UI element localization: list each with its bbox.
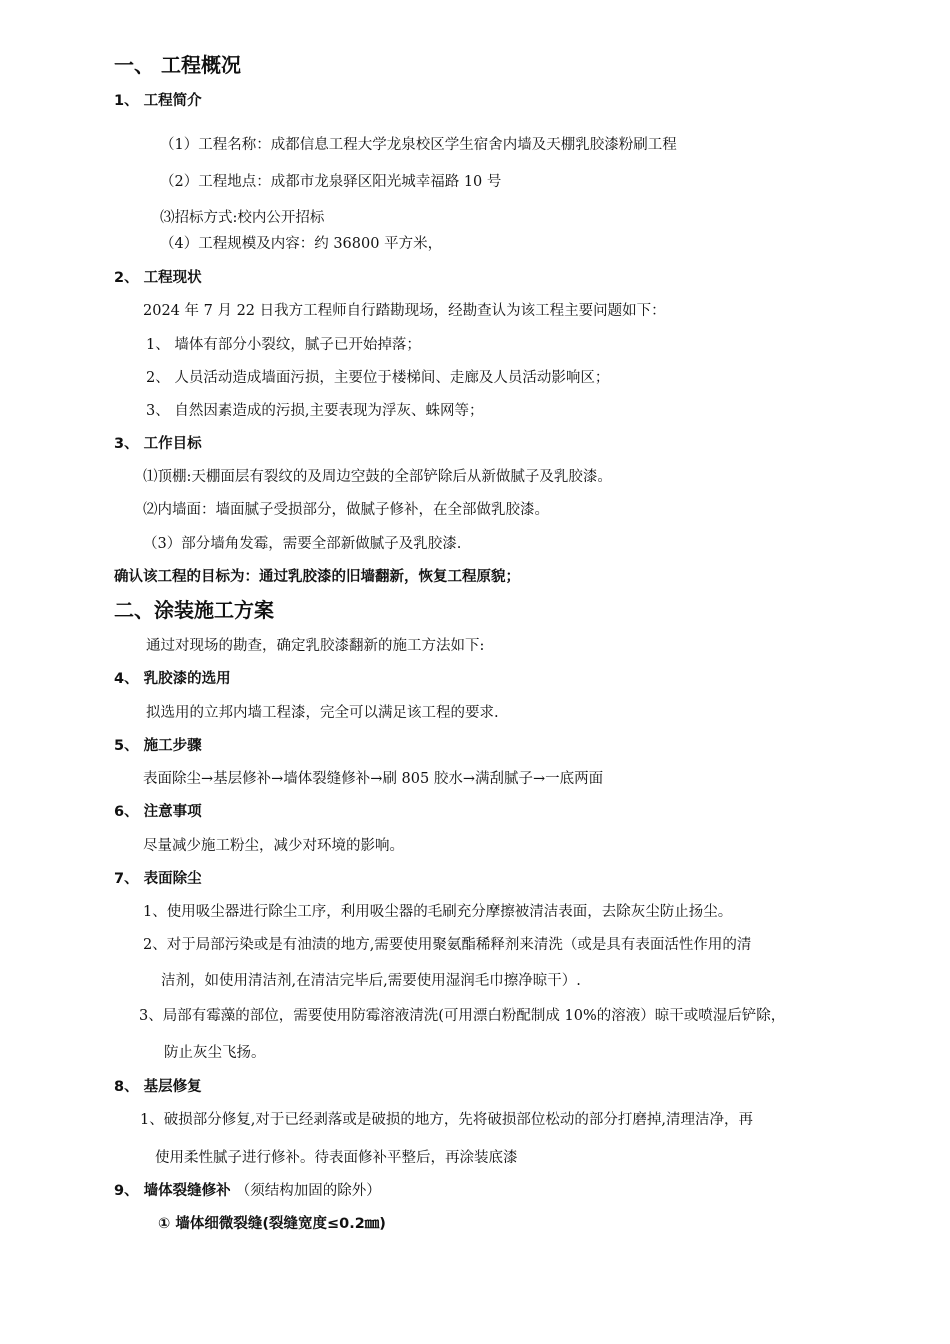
- project-location-item: （2）工程地点：成都市龙泉驿区阳光城幸福路 10 号: [160, 174, 502, 190]
- subsection-9-note: （须结构加固的除外）: [235, 1183, 381, 1199]
- paint-selection-text: 拟选用的立邦内墙工程漆，完全可以满足该工程的要求.: [146, 705, 499, 721]
- goal-item-1: ⑴顶棚:天棚面层有裂纹的及周边空鼓的全部铲除后从新做腻子及乳胶漆。: [143, 469, 612, 485]
- construction-intro: 通过对现场的勘查，确定乳胶漆翻新的施工方法如下:: [146, 638, 485, 654]
- section-2-heading: 二、涂装施工方案: [114, 598, 274, 622]
- base-repair-item-1-cont: 使用柔性腻子进行修补。待表面修补平整后，再涂装底漆: [155, 1150, 518, 1166]
- subsection-8-heading: 8、 基层修复: [114, 1079, 202, 1095]
- site-survey-intro: 2024 年 7 月 22 日我方工程师自行踏勘现场，经勘查认为该工程主要问题如下：: [143, 303, 666, 319]
- project-name-item: （1）工程名称：成都信息工程大学龙泉校区学生宿舍内墙及天棚乳胶漆粉刷工程: [160, 137, 677, 153]
- issue-item-2: 2、 人员活动造成墙面污损，主要位于楼梯间、走廊及人员活动影响区；: [146, 370, 610, 386]
- dust-removal-item-2-cont: 洁剂，如使用清洁剂,在清洁完毕后,需要使用湿润毛巾擦净晾干）.: [161, 973, 581, 989]
- issue-item-3: 3、 自然因素造成的污损,主要表现为浮灰、蛛网等；: [146, 403, 484, 419]
- base-repair-item-1: 1、破损部分修复,对于已经剥落或是破损的地方，先将破损部位松动的部分打磨掉,清理洁净，再: [140, 1112, 753, 1128]
- subsection-7-heading: 7、 表面除尘: [114, 871, 202, 887]
- issue-item-1: 1、 墙体有部分小裂纹，腻子已开始掉落；: [146, 337, 421, 353]
- subsection-1-heading: 1、 工程简介: [114, 93, 202, 109]
- dust-removal-item-2: 2、对于局部污染或是有油渍的地方,需要使用聚氨酯稀释剂来清洗（或是具有表面活性作用的清: [143, 937, 752, 953]
- goal-conclusion: 确认该工程的目标为：通过乳胶漆的旧墙翻新，恢复工程原貌；: [114, 569, 520, 585]
- subsection-3-heading: 3、 工作目标: [114, 436, 202, 452]
- dust-removal-item-3: 3、局部有霉藻的部位，需要使用防霉溶液清洗(可用漂白粉配制成 10%的溶液）晾干或喷湿后铲除，: [139, 1008, 786, 1024]
- precautions-text: 尽量减少施工粉尘，减少对环境的影响。: [143, 838, 404, 854]
- construction-steps-text: 表面除尘→基层修补→墙体裂缝修补→刷 805 胶水→满刮腻子→一底两面: [143, 771, 604, 787]
- subsection-9-heading: [114, 1181, 381, 1201]
- subsection-4-heading: 4、 乳胶漆的选用: [114, 671, 231, 687]
- goal-item-3: （3）部分墙角发霉，需要全部新做腻子及乳胶漆.: [143, 536, 462, 552]
- subsection-9-title: 9、 墙体裂缝修补: [114, 1183, 231, 1199]
- goal-item-2: ⑵内墙面：墙面腻子受损部分，做腻子修补，在全部做乳胶漆。: [143, 502, 549, 518]
- dust-removal-item-3-cont: 防止灰尘飞扬。: [164, 1045, 266, 1061]
- crack-repair-subitem-1: ① 墙体细微裂缝(裂缝宽度≤0.2㎜): [158, 1216, 386, 1232]
- subsection-2-heading: 2、 工程现状: [114, 270, 202, 286]
- dust-removal-item-1: 1、使用吸尘器进行除尘工序，利用吸尘器的毛刷充分摩擦被清洁表面，去除灰尘防止扬尘。: [143, 904, 733, 920]
- subsection-6-heading: 6、 注意事项: [114, 804, 202, 820]
- project-scale-item: （4）工程规模及内容：约 36800 平方米，: [160, 236, 443, 252]
- subsection-5-heading: 5、 施工步骤: [114, 738, 202, 754]
- bidding-method-item: ⑶招标方式:校内公开招标: [160, 210, 325, 226]
- section-1-heading: 一、 工程概况: [114, 53, 241, 77]
